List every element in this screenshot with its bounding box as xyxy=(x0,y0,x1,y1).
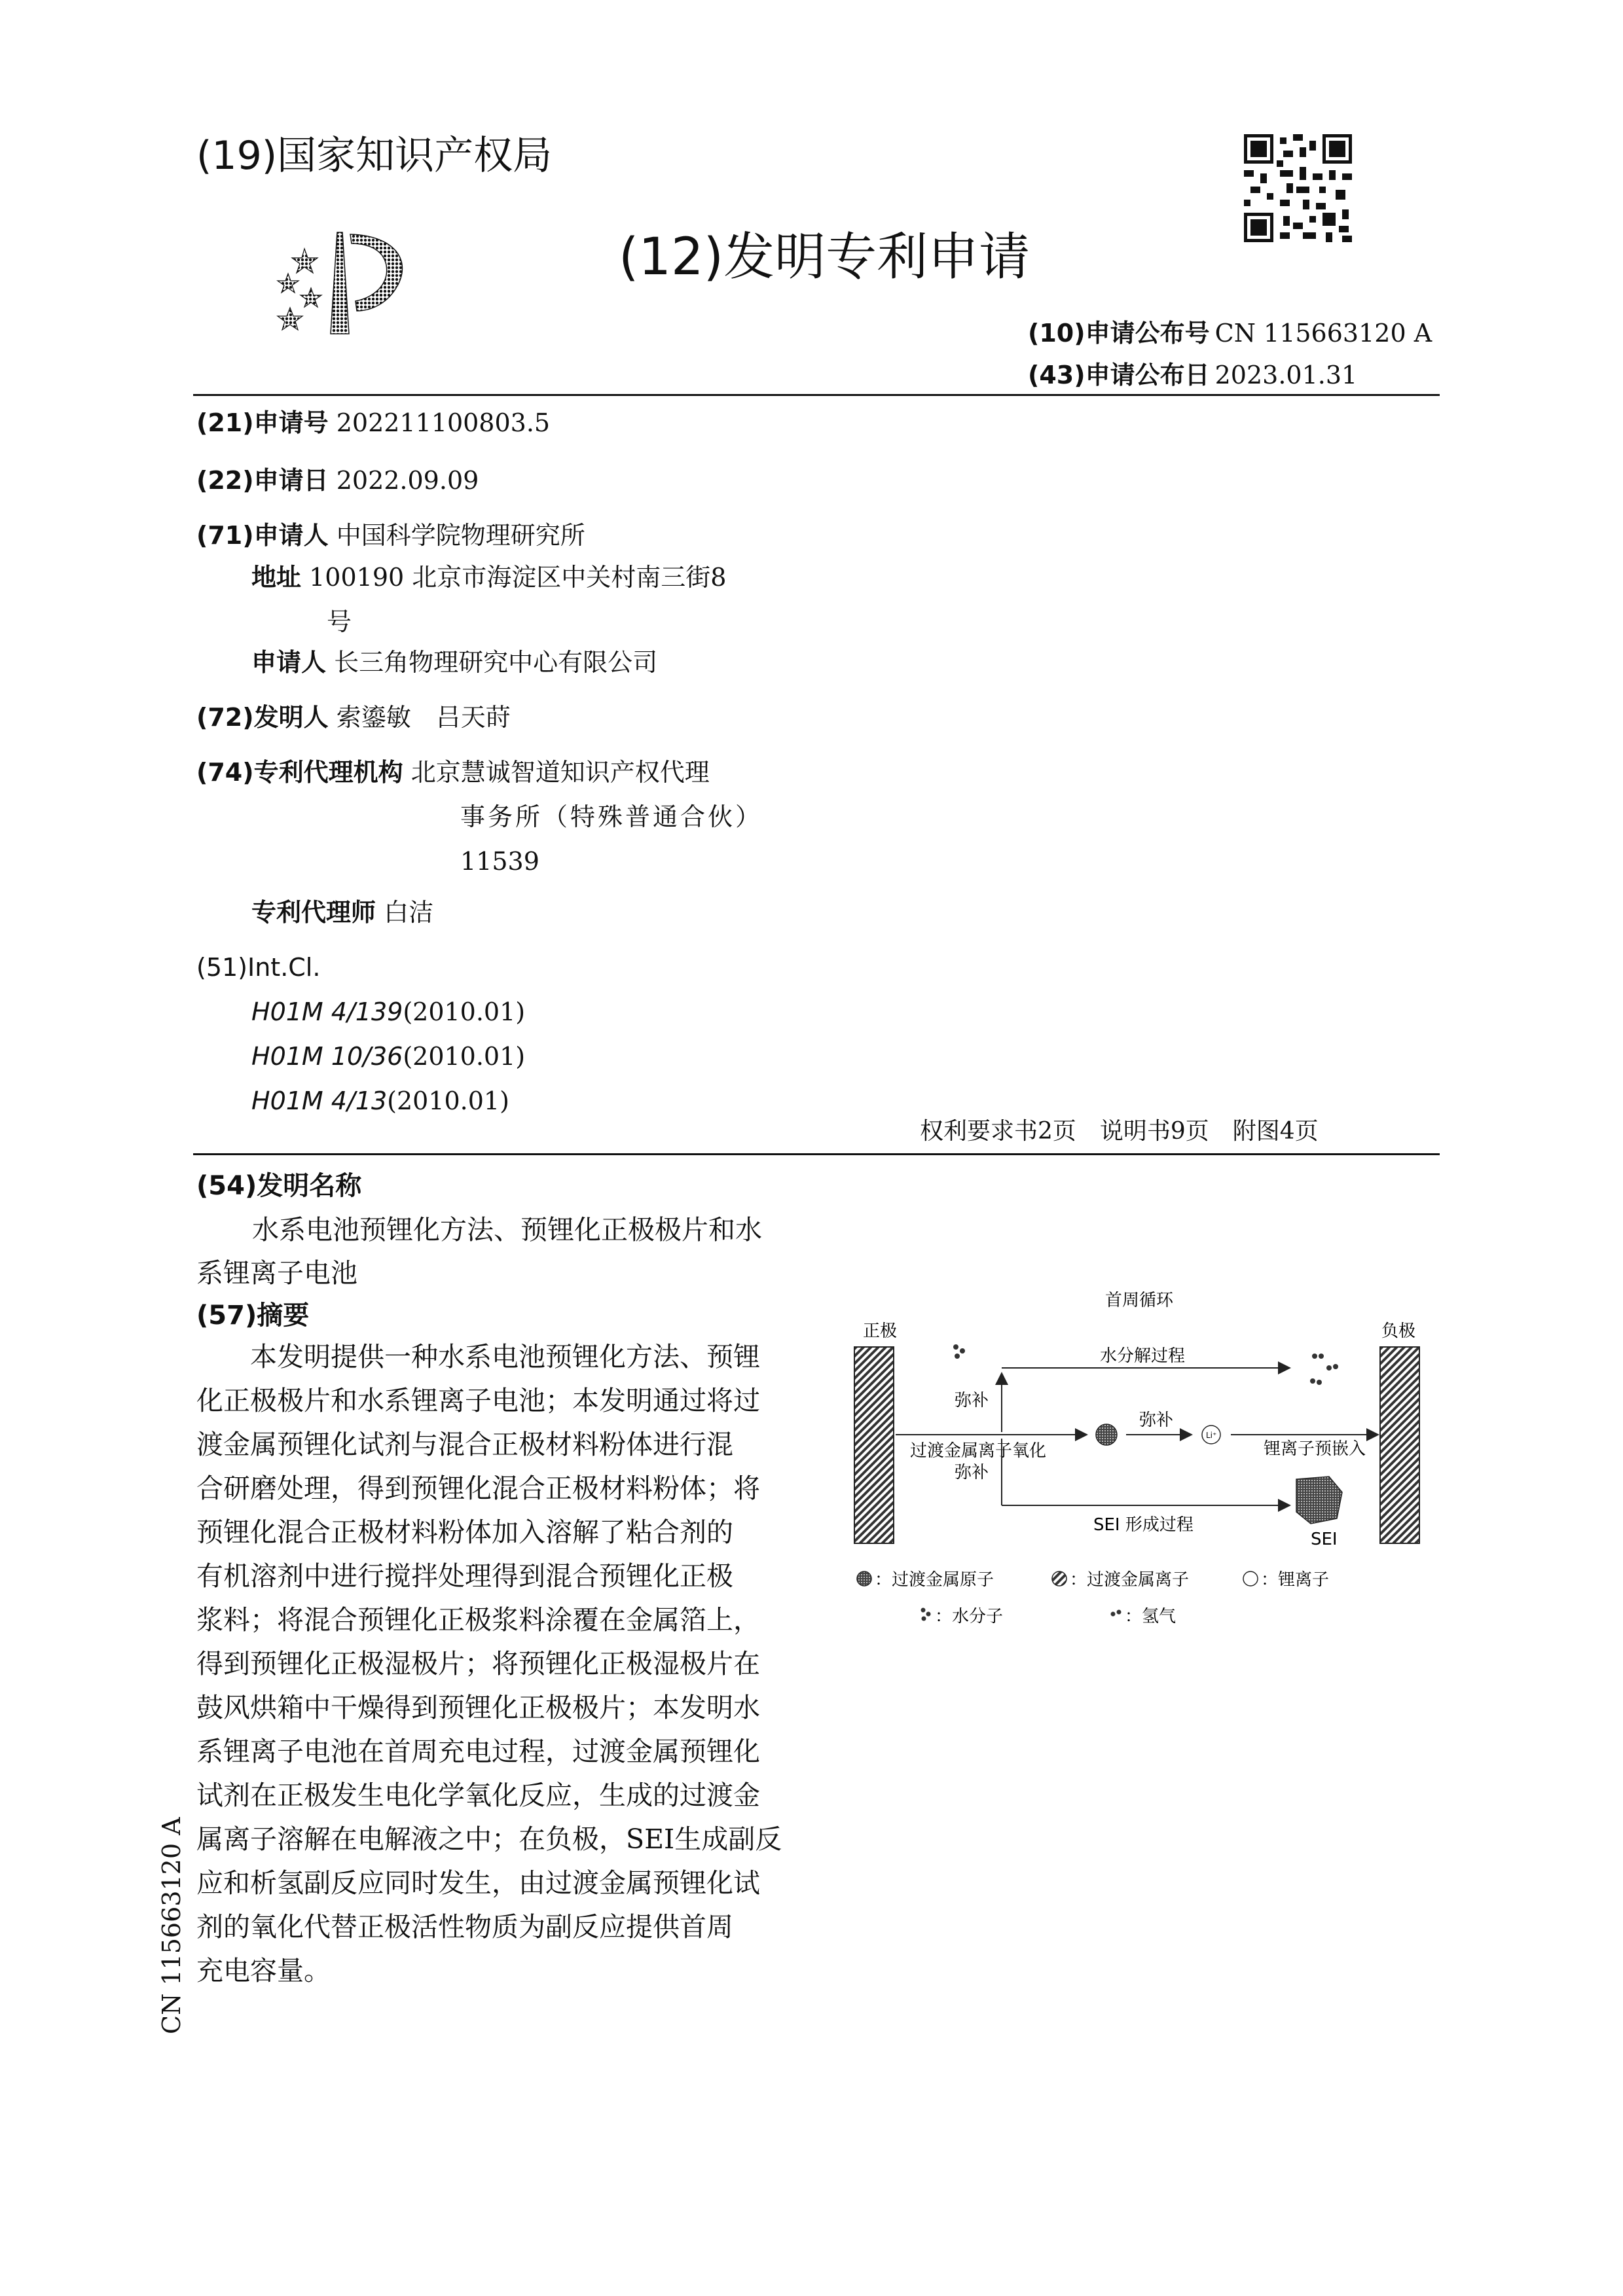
legend-water-label: ：水分子 xyxy=(935,1607,1004,1626)
abstract-body: 本发明提供一种水系电池预锂化方法、预锂 化正极极片和水系锂离子电池；本发明通过将过 渡金属预锂化试剂与混合正极材料粉体进行混 合研磨处理，得到预锂化混合正极材料粉体；将 预锂化混合正极材料粉体加入溶解了粘合剂的 有机溶剂中进行搅拌处理得到混合预锂化正极 浆料；将混合预锂化正极浆料涂覆在金属箔上， 得到预锂化正极湿极片；将预锂化正极湿极片在 鼓风烘箱中干燥得到预锂化正极极片；本发明水 系锂离子电池在首周充电过程，过渡金属预锂化 试剂在正极发生电化学氧化反应，生成的过渡金 属离子溶解在电解液之中；在负极，SEI生成副反 应和析氢副反应同时发生，由过渡金属预锂化试 剂的氧化代替正极活性物质为副反应提供首周 充电容量。 xyxy=(196,1341,782,1986)
patent-agency-line2: 事务所（特殊普通合伙） xyxy=(460,802,763,831)
address-continued: 号 xyxy=(327,607,352,636)
page-counts: 权利要求书2页 说明书9页 附图4页 xyxy=(920,1118,1319,1145)
sei-layer-icon xyxy=(1296,1477,1342,1524)
invention-title-label: (54)发明名称 xyxy=(196,1171,362,1201)
applicant-2: 申请人 长三角物理研究中心有限公司 xyxy=(251,648,658,677)
publication-date-label: (43)申请公布日 xyxy=(1028,361,1210,389)
legend-h2-icon xyxy=(1111,1610,1122,1617)
negative-electrode xyxy=(1380,1347,1419,1543)
cnipa-logo xyxy=(265,223,422,340)
int-cl-label: (51)Int.Cl. xyxy=(196,953,321,982)
legend-tm-atom-icon xyxy=(857,1571,871,1586)
biblio-divider xyxy=(193,1153,1440,1155)
compensate-label-3: 弥补 xyxy=(955,1463,989,1482)
water-molecule-icon xyxy=(953,1344,965,1359)
publication-number xyxy=(1028,313,1432,349)
patent-office-name: (19)国家知识产权局 xyxy=(196,133,553,179)
ipc-class-2: H01M 10/36(2010.01) xyxy=(251,1042,526,1071)
application-number: (21)申请号 202211100803.5 xyxy=(196,408,551,437)
legend-water-icon xyxy=(921,1608,931,1621)
tm-oxidation-label: 过渡金属离子氧化 xyxy=(910,1441,1047,1461)
sei-label: SEI xyxy=(1311,1530,1338,1549)
legend-tm-atom-label: ：过渡金属原子 xyxy=(875,1570,994,1590)
water-split-label: 水分解过程 xyxy=(1100,1346,1186,1366)
abstract-figure xyxy=(845,1283,1447,1649)
positive-electrode xyxy=(854,1347,894,1543)
patent-agency-code: 11539 xyxy=(460,847,539,876)
inventor: (72)发明人 索鎏敏 吕天莳 xyxy=(196,703,511,732)
compensate-label-1: 弥补 xyxy=(955,1391,989,1410)
qr-code-icon xyxy=(1244,134,1352,242)
legend-li-icon xyxy=(1243,1571,1258,1586)
invention-title-line2: 系锂离子电池 xyxy=(196,1257,357,1289)
invention-title-line1: 水系电池预锂化方法、预锂化正极极片和水 xyxy=(252,1214,762,1246)
li-insertion-label: 锂离子预嵌入 xyxy=(1264,1439,1366,1459)
side-publication-code: CN 115663120 A xyxy=(157,1817,186,2034)
transition-metal-ion-icon xyxy=(1096,1424,1117,1445)
bibliographic-data xyxy=(196,401,851,1123)
publication-number-value: CN 115663120 A xyxy=(1214,319,1432,348)
negative-electrode-label: 负极 xyxy=(1381,1321,1416,1341)
hydrogen-icon xyxy=(1310,1354,1338,1385)
publication-number-label: (10)申请公布号 xyxy=(1028,319,1210,348)
application-date: (22)申请日 2022.09.09 xyxy=(196,466,479,495)
patent-agency: (74)专利代理机构 北京慧诚智道知识产权代理 xyxy=(196,758,710,787)
legend-tm-ion-label: ：过渡金属离子 xyxy=(1070,1570,1190,1590)
sei-formation-label: SEI 形成过程 xyxy=(1093,1515,1194,1535)
ipc-class-1: H01M 4/139(2010.01) xyxy=(251,997,526,1026)
abstract-label: (57)摘要 xyxy=(196,1300,310,1331)
ipc-class-3: H01M 4/13(2010.01) xyxy=(251,1086,509,1115)
header-divider xyxy=(193,394,1440,396)
figure-title: 首周循环 xyxy=(1105,1291,1174,1310)
publication-date xyxy=(1028,355,1357,391)
legend-h2-label: ：氢气 xyxy=(1125,1607,1176,1626)
document-type-title: (12)发明专利申请 xyxy=(619,228,1030,287)
positive-electrode-label: 正极 xyxy=(863,1321,898,1341)
legend-tm-ion-icon xyxy=(1052,1571,1067,1586)
applicant: (71)申请人 中国科学院物理研究所 xyxy=(196,521,585,550)
lithium-ion-symbol: Li⁺ xyxy=(1206,1431,1217,1440)
compensate-label-2: 弥补 xyxy=(1139,1410,1174,1430)
legend-li-label: ：锂离子 xyxy=(1261,1570,1330,1590)
patent-agent: 专利代理师 白洁 xyxy=(251,898,434,927)
publication-date-value: 2023.01.31 xyxy=(1214,361,1358,389)
address: 地址 100190 北京市海淀区中关村南三街8 xyxy=(251,563,727,592)
